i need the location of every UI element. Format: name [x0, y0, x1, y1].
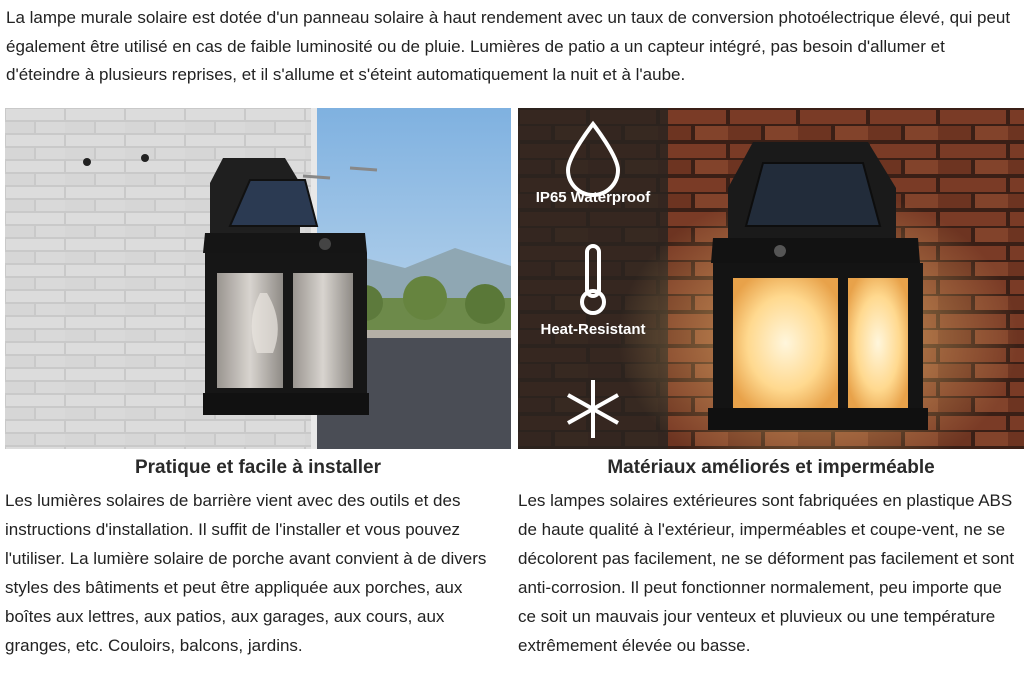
intro-paragraph: La lampe murale solaire est dotée d'un panneau solaire à haut rendement avec un taux de conversion photoélectrique élevé, qui peut également être utilisé en cas de faible luminosité ou de pluie. Lumières de patio a un capteur intégré, pas besoin d'allumer et d'éteindre à plusieurs reprises, et il s'allume et s'éteint automatiquement la nuit et à l'aube. [6, 8, 1011, 84]
feature-install [5, 108, 511, 660]
heat-resistant-label: Heat-Resistant [540, 321, 646, 338]
materials-title: Matériaux améliorés et imperméable [607, 457, 935, 478]
materials-photo [518, 108, 1024, 449]
waterproof-label: IP65 Waterproof [535, 189, 651, 206]
install-photo [5, 108, 511, 449]
install-body: Les lumières solaires de barrière vient avec des outils et des instructions d'installation. Il suffit de l'installer et vous pouvez l'utiliser. La lumière solaire de porche avant convient à de divers styles des bâtiments et peut être appliquée aux porches, aux boîtes aux lettres, aux patios, aux garages, aux cours, aux granges, etc. Couloirs, balcons, jardins. [5, 491, 487, 655]
materials-body: Les lampes solaires extérieures sont fabriquées en plastique ABS de haute qualité à l'extérieur, imperméables et coupe-vent, ne se décolorent pas facilement, ne se déforment pas facilement et sont anti-corrosion. Il peut fonctionner normalement, peu importe que ce soit un mauvais jour venteux et pluvieux ou une température extrêmement élevée ou basse. [518, 491, 1015, 655]
feature-materials [518, 108, 1024, 660]
install-title: Pratique et facile à installer [134, 457, 382, 478]
